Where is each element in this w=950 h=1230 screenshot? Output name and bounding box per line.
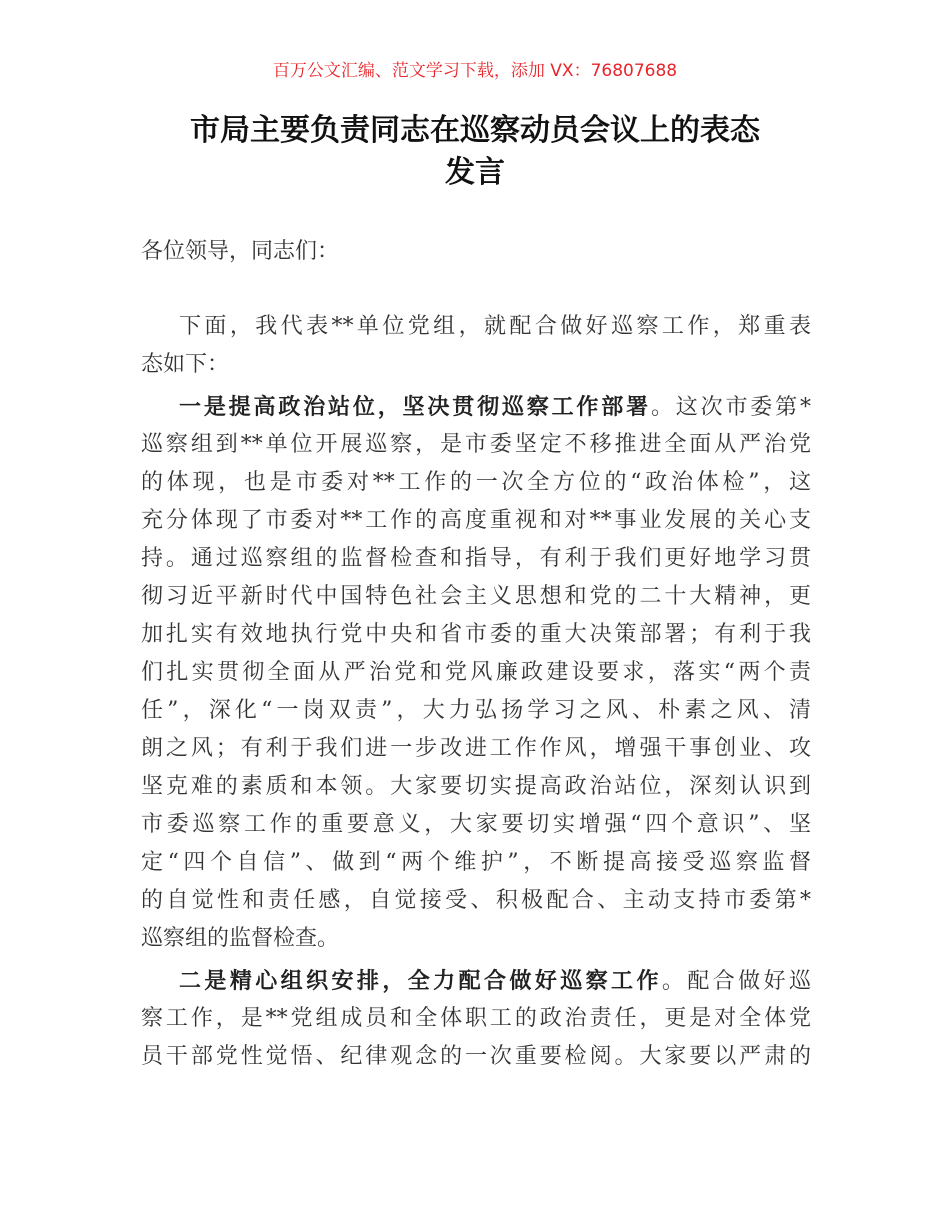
text-line bbox=[141, 768, 811, 806]
paragraph bbox=[141, 388, 811, 958]
text-line bbox=[141, 464, 811, 502]
line-text: 巡察组的监督检查。 bbox=[141, 926, 340, 951]
paragraph bbox=[141, 233, 811, 271]
line-text: 巡察组到**单位开展巡察，是市委坚定不移推进全面从严治党 bbox=[141, 432, 811, 457]
line-text: 各位领导，同志们： bbox=[141, 239, 340, 264]
text-line bbox=[141, 346, 811, 384]
line-text: 朗之风；有利于我们进一步改进工作作风，增强干事创业、攻 bbox=[141, 736, 811, 761]
text-line bbox=[141, 233, 811, 271]
line-text: 的体现，也是市委对**工作的一次全方位的“政治体检”，这 bbox=[141, 470, 811, 495]
watermark-banner: 百万公文汇编、范文学习下载，添加 VX：76807688 bbox=[272, 61, 678, 81]
text-line bbox=[141, 844, 811, 882]
line-text: 们扎实贯彻全面从严治党和党风廉政建设要求，落实“两个责 bbox=[141, 660, 811, 685]
text-line bbox=[141, 1000, 811, 1038]
text-line bbox=[141, 692, 811, 730]
line-text: 员干部党性觉悟、纪律观念的一次重要检阅。大家要以严肃的 bbox=[141, 1044, 811, 1069]
document-title bbox=[0, 110, 950, 194]
line-text: 。这次市委第* bbox=[650, 395, 811, 420]
line-text: 充分体现了市委对**工作的高度重视和对**事业发展的关心支 bbox=[141, 508, 811, 533]
text-line bbox=[141, 730, 811, 768]
text-line bbox=[141, 1038, 811, 1076]
text-line bbox=[141, 654, 811, 692]
line-text: 坚克难的素质和本领。大家要切实提高政治站位，深刻认识到 bbox=[141, 774, 811, 799]
line-text: 彻习近平新时代中国特色社会主义思想和党的二十大精神，更 bbox=[141, 584, 811, 609]
line-text: 的自觉性和责任感，自觉接受、积极配合、主动支持市委第* bbox=[141, 888, 811, 913]
text-line bbox=[141, 388, 811, 426]
line-text: 下面，我代表**单位党组，就配合做好巡察工作，郑重表 bbox=[179, 314, 811, 339]
text-line bbox=[141, 308, 811, 346]
line-text: 加扎实有效地执行党中央和省市委的重大决策部署；有利于我 bbox=[141, 622, 811, 647]
text-line bbox=[141, 920, 811, 958]
line-text: 态如下： bbox=[141, 352, 230, 377]
text-line bbox=[141, 806, 811, 844]
text-line bbox=[141, 502, 811, 540]
line-text: 市委巡察工作的重要意义，大家要切实增强“四个意识”、坚 bbox=[141, 812, 811, 837]
text-line bbox=[141, 616, 811, 654]
text-line bbox=[141, 882, 811, 920]
line-text: 察工作，是**党组成员和全体职工的政治责任，更是对全体党 bbox=[141, 1006, 811, 1031]
text-line bbox=[141, 426, 811, 464]
bold-heading: 二是精心组织安排，全力配合做好巡察工作 bbox=[179, 968, 662, 994]
bold-heading: 一是提高政治站位，坚决贯彻巡察工作部署 bbox=[179, 394, 651, 420]
paragraph bbox=[141, 308, 811, 384]
document-body bbox=[141, 233, 811, 1080]
line-text: 持。通过巡察组的监督检查和指导，有利于我们更好地学习贯 bbox=[141, 546, 811, 571]
line-text: 。配合做好巡 bbox=[661, 969, 811, 994]
paragraph bbox=[141, 962, 811, 1076]
text-line bbox=[141, 540, 811, 578]
text-line bbox=[141, 962, 811, 1000]
title-line: 市局主要负责同志在巡察动员会议上的表态 bbox=[190, 113, 760, 148]
text-line bbox=[141, 578, 811, 616]
line-text: 任”，深化“一岗双责”，大力弘扬学习之风、朴素之风、清 bbox=[141, 698, 811, 723]
title-line: 发言 bbox=[445, 155, 505, 190]
line-text: 定“四个自信”、做到“两个维护”，不断提高接受巡察监督 bbox=[141, 850, 811, 875]
